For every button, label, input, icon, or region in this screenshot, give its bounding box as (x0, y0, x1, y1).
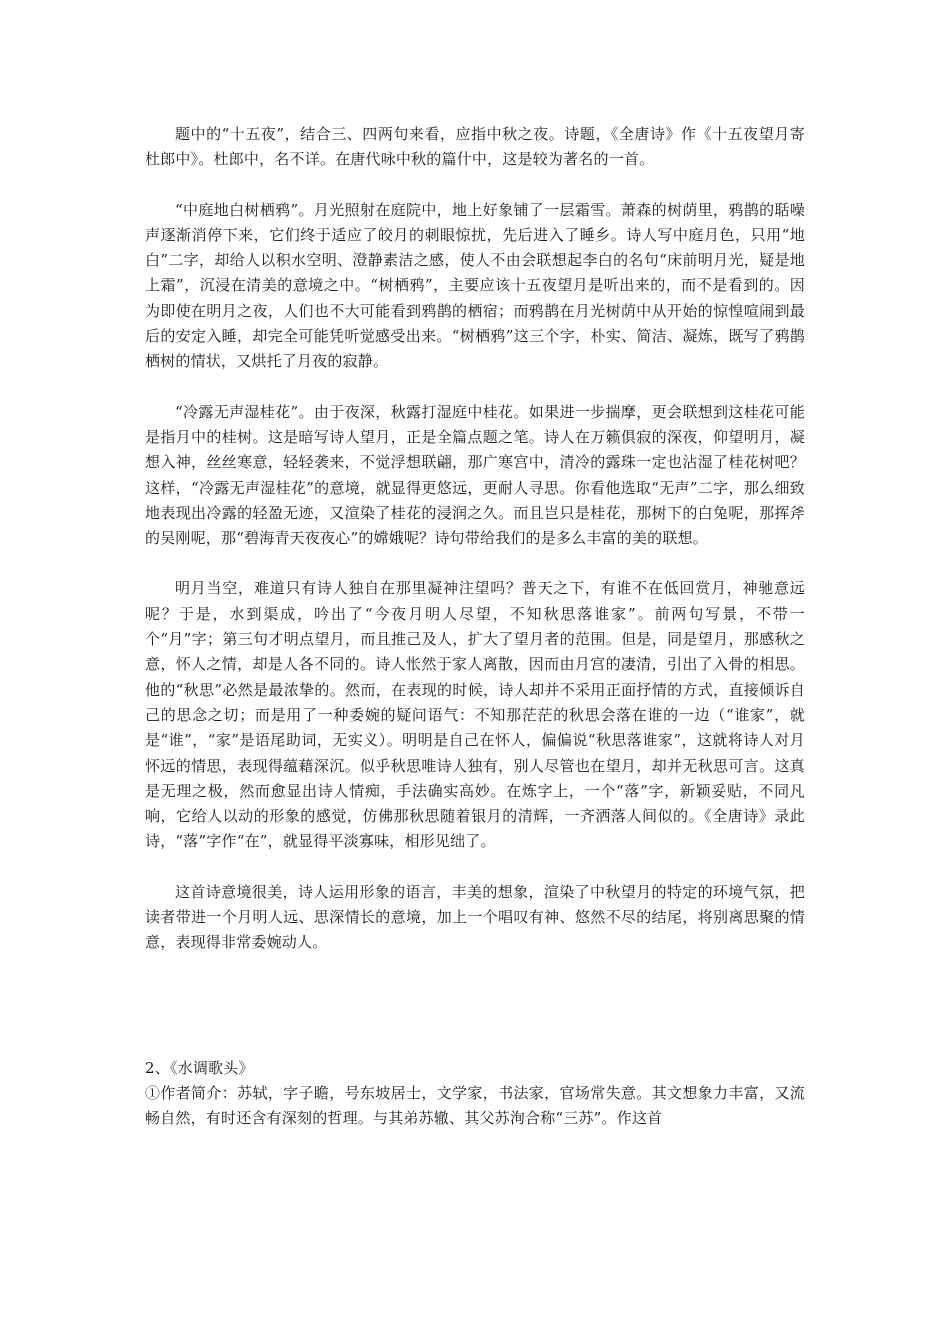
paragraph-5: 这首诗意境很美，诗人运用形象的语言，丰美的想象，渲染了中秋望月的特定的环境气氛，把读者带进一个月明人远、思深情长的意境，加上一个唱叹有神、悠然不尽的结尾，将别离思聚的情意，表现得非常委婉动人。 (145, 882, 805, 952)
author-intro: ①作者简介：苏轼，字子瞻，号东坡居士，文学家，书法家，官场常失意。其文想象力丰富，又流畅自然，有时还含有深刻的哲理。与其弟苏辙、其父苏洵合称“三苏”。作这首 (145, 1083, 805, 1128)
section-title: 2、《水调歌头》 (145, 1058, 254, 1077)
paragraph-4: 明月当空，难道只有诗人独自在那里凝神注望吗？普天之下，有谁不在低回赏月，神驰意远呢？于是，水到渠成，吟出了“今夜月明人尽望，不知秋思落谁家”。前两句写景，不带一个“月”字；第三句才明点望月，而且推己及人，扩大了望月者的范围。但是，同是望月，那感秋之意，怀人之情，却是人各不同的。诗人怅然于家人离散，因而由月宫的凄清，引出了入骨的相思。他的“秋思”必然是最浓挚的。然而，在表现的时候，诗人却并不采用正面抒情的方式，直接倾诉自己的思念之切；而是用了一种委婉的疑问语气：不知那茫茫的秋思会落在谁的一边（“谁家”，就是“谁”，“家”是语尾助词，无实义）。明明是自己在怀人，偏偏说“秋思落谁家”，这就将诗人对月怀远的情思，表现得蕴藉深沉。似乎秋思唯诗人独有，别人尽管也在望月，却并无秋思可言。这真是无理之极，然而愈显出诗人情痴，手法确实高妙。在炼字上，一个“落”字，新颖妥贴，不同凡响，它给人以动的形象的感觉，仿佛那秋思随着银月的清辉，一齐洒落人间似的。《全唐诗》录此诗，“落”字作“在”，就显得平淡寡味，相形见绌了。 (145, 579, 805, 851)
paragraph-2: “中庭地白树栖鸦”。月光照射在庭院中，地上好象铺了一层霜雪。萧森的树荫里，鸦鹊的聒噪声逐渐消停下来，它们终于适应了皎月的刺眼惊扰，先后进入了睡乡。诗人写中庭月色，只用“地白”二字，却给人以积水空明、澄静素洁之感，使人不由会联想起李白的名句“床前明月光，疑是地上霜”，沉浸在清美的意境之中。“树栖鸦”，主要应该十五夜望月是听出来的，而不是看到的。因为即使在明月之夜，人们也不大可能看到鸦鹊的栖宿；而鸦鹊在月光树荫中从开始的惊惶喧闹到最后的安定入睡，却完全可能凭听觉感受出来。“树栖鸦”这三个字，朴实、简洁、凝炼，既写了鸦鹊栖树的情状，又烘托了月夜的寂静。 (145, 200, 805, 371)
paragraph-3: “冷露无声湿桂花”。由于夜深，秋露打湿庭中桂花。如果进一步揣摩，更会联想到这桂花可能是指月中的桂树。这是暗写诗人望月，正是全篇点题之笔。诗人在万籁俱寂的深夜，仰望明月，凝想入神，丝丝寒意，轻轻袭来，不觉浮想联翩，那广寒宫中，清冷的露珠一定也沾湿了桂花树吧？这样，“冷露无声湿桂花”的意境，就显得更悠远，更耐人寻思。你看他选取“无声”二字，那么细致地表现出冷露的轻盈无迹，又渲染了桂花的浸润之久。而且岂只是桂花，那树下的白兔呢，那挥斧的吴刚呢，那“碧海青天夜夜心”的嫦娥呢？诗句带给我们的是多么丰富的美的联想。 (145, 402, 805, 548)
document-body (145, 122, 805, 1132)
blank-space (145, 981, 805, 1056)
paragraph-1: 题中的“十五夜”，结合三、四两句来看，应指中秋之夜。诗题，《全唐诗》作《十五夜望月寄杜郎中》。杜郎中，名不详。在唐代咏中秋的篇什中，这是较为著名的一首。 (145, 125, 805, 169)
